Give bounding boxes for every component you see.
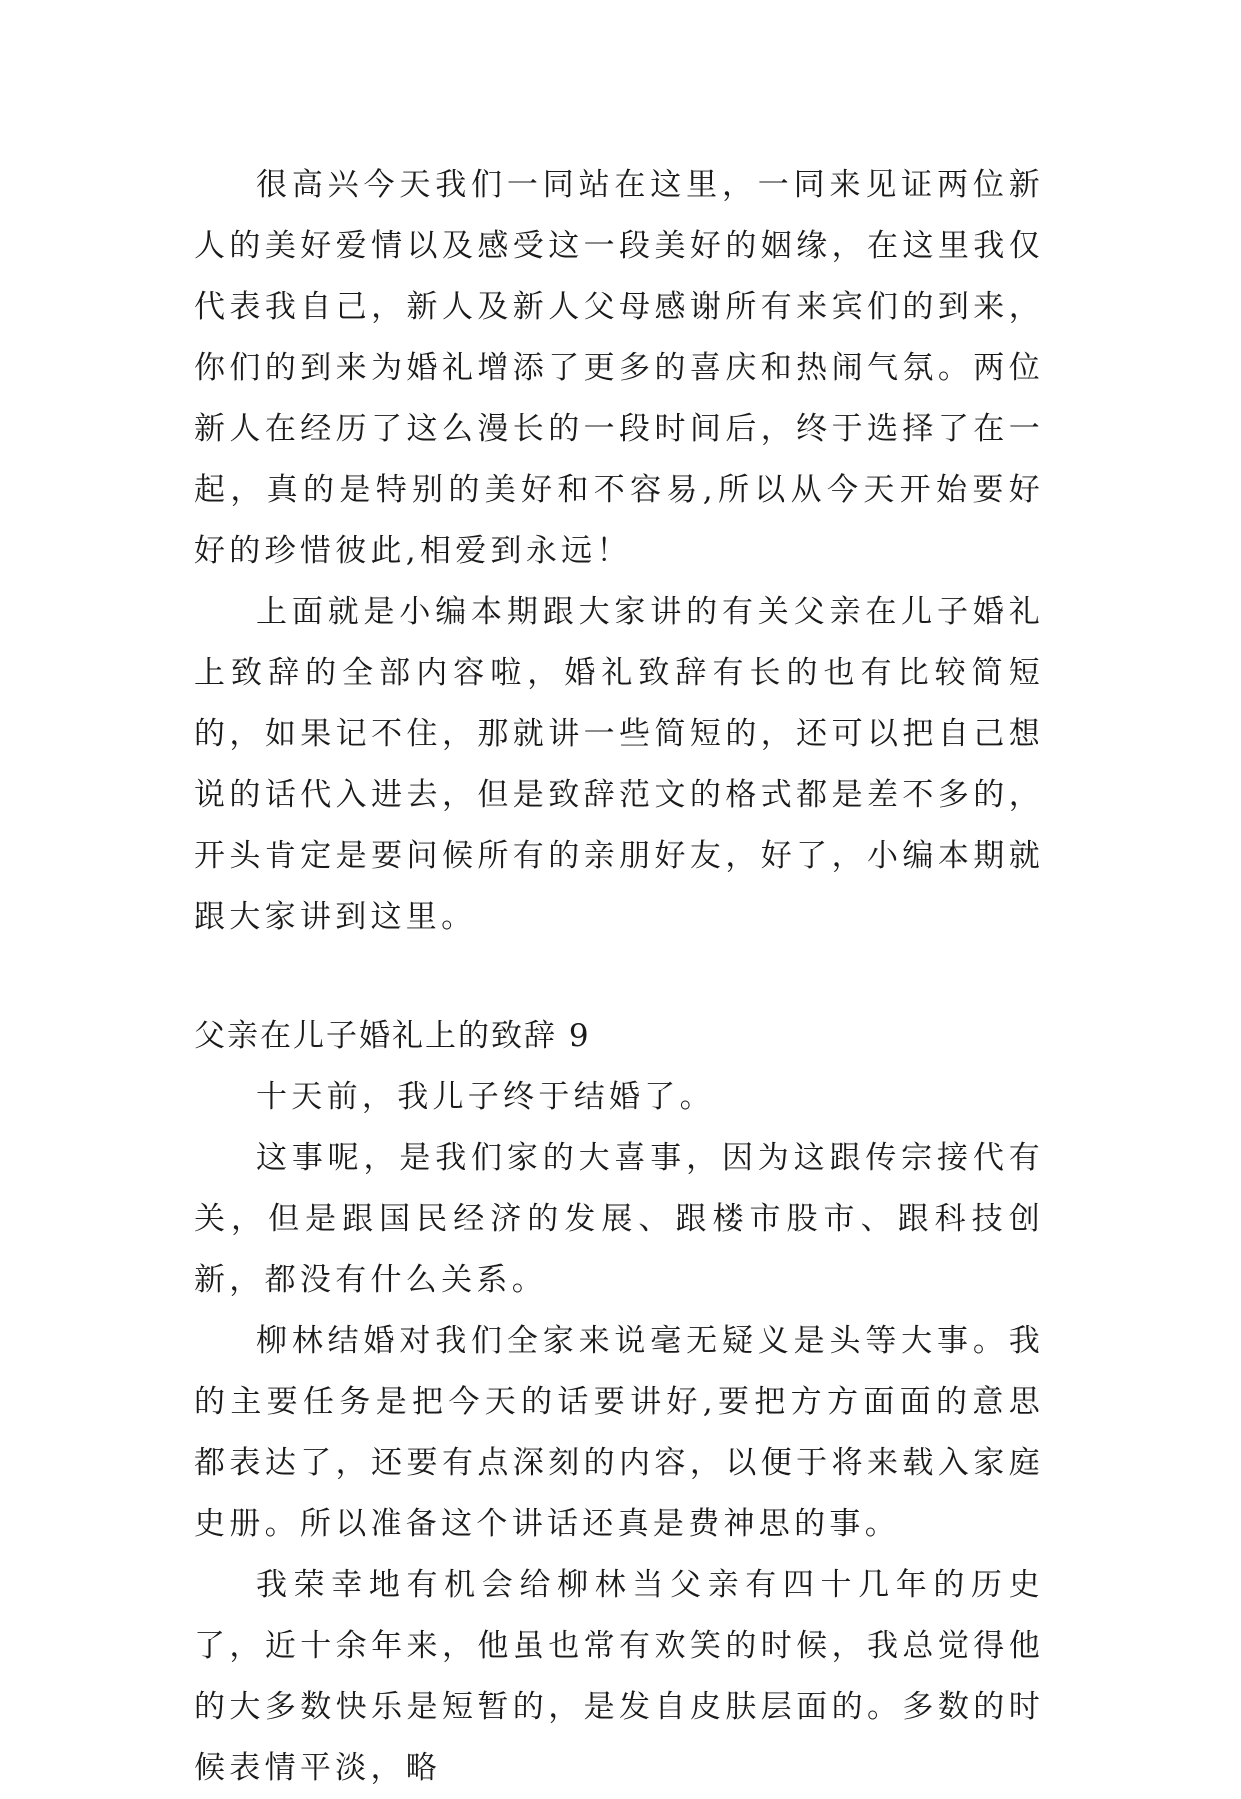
section-heading: 父亲在儿子婚礼上的致辞 9	[194, 1018, 591, 1054]
paragraph-editor-summary: 上面就是小编本期跟大家讲的有关父亲在儿子婚礼上致辞的全部内容啦，婚礼致辞有长的也有比较简短的，如果记不住，那就讲一些简短的，还可以把自己想说的话代入进去，但是致辞范文的格式都是差不多的，开头肯定是要问候所有的亲朋好友，好了，小编本期就跟大家讲到这里。	[194, 594, 1044, 935]
paragraph-family-event: 这事呢，是我们家的大喜事，因为这跟传宗接代有关，但是跟国民经济的发展、跟楼市股市、跟科技创新，都没有什么关系。	[194, 1140, 1044, 1298]
paragraph-father-history: 我荣幸地有机会给柳林当父亲有四十几年的历史了，近十余年来，他虽也常有欢笑的时候，我总觉得他的大多数快乐是短暂的，是发自皮肤层面的。多数的时候表情平淡，略	[194, 1567, 1044, 1786]
paragraph-son-married: 十天前，我儿子终于结婚了。	[256, 1079, 715, 1115]
paragraph-wedding-blessing: 很高兴今天我们一同站在这里，一同来见证两位新人的美好爱情以及感受这一段美好的姻缘，在这里我仅代表我自己，新人及新人父母感谢所有来宾们的到来，你们的到来为婚礼增添了更多的喜庆和热闹气氛。两位新人在经历了这么漫长的一段时间后，终于选择了在一起，真的是特别的美好和不容易,所以从今天开始要好好的珍惜彼此,相爱到永远！	[194, 167, 1044, 569]
paragraph-speech-task: 柳林结婚对我们全家来说毫无疑义是头等大事。我的主要任务是把今天的话要讲好,要把方方面面的意思都表达了，还要有点深刻的内容，以便于将来载入家庭史册。所以准备这个讲话还真是费神思的事。	[194, 1323, 1044, 1542]
document-body	[194, 155, 1044, 1799]
